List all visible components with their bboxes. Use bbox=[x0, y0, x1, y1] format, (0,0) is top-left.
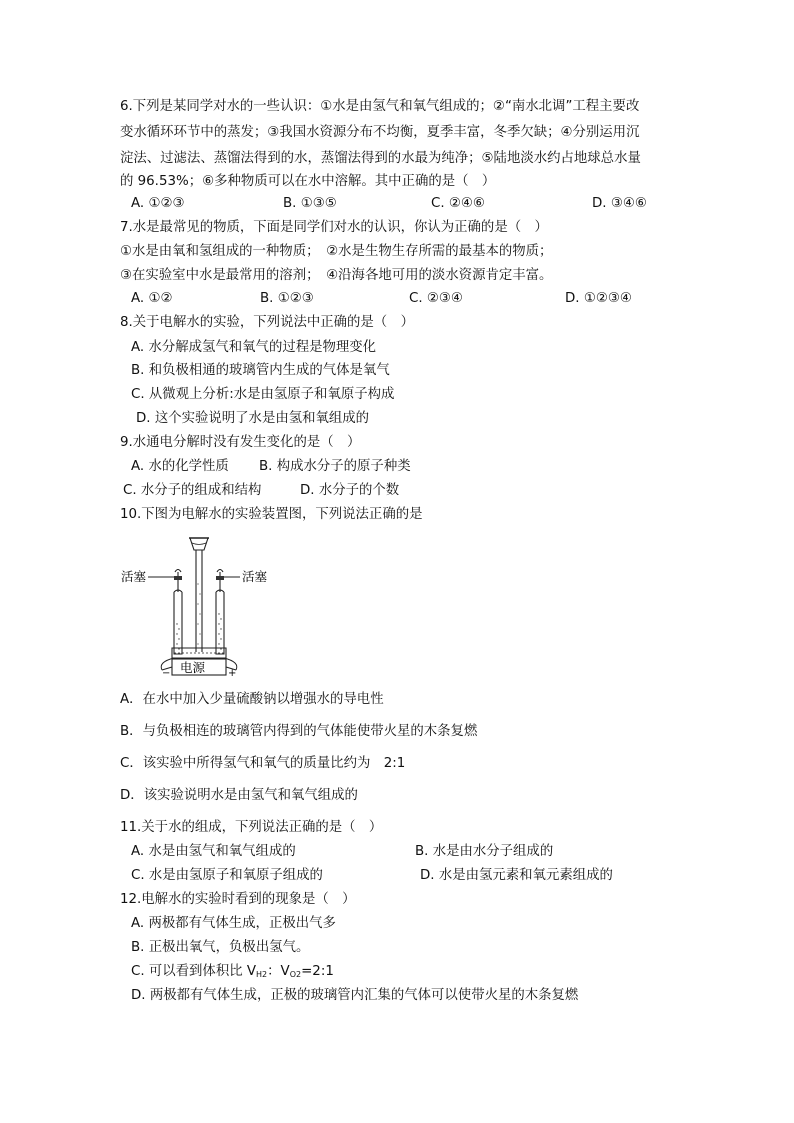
q12-stem: 12.电解水的实验时看到的现象是（ ） bbox=[120, 892, 356, 907]
q8-stem: 8.关于电解水的实验，下列说法中正确的是（ ） bbox=[120, 315, 414, 330]
q7-option-b: B. ①②③ bbox=[260, 291, 314, 306]
q9-stem: 9.水通电分解时没有发生变化的是（ ） bbox=[120, 435, 361, 450]
q10-option-a: A．在水中加入少量硫酸钠以增强水的导电性 bbox=[120, 692, 384, 707]
figure-power-label: 电源 bbox=[180, 660, 206, 675]
q8-option-d: D. 这个实验说明了水是由氢和氧组成的 bbox=[136, 411, 370, 426]
figure-left-stopcock-label: 活塞 bbox=[121, 569, 147, 584]
q7-option-d: D. ①②③④ bbox=[565, 291, 632, 306]
q12-option-c-mid: ：V bbox=[267, 964, 290, 979]
q6-option-d: D. ③④⑥ bbox=[592, 196, 647, 211]
q12-option-c bbox=[131, 962, 334, 985]
q12-option-c-sub-h2: H2 bbox=[256, 970, 268, 979]
figure-minus-sign: − bbox=[162, 668, 171, 676]
q6-stem-line-2: 变水循环环节中的蒸发；③我国水资源分布不均衡，夏季丰富，冬季欠缺；④分别运用沉 bbox=[120, 125, 640, 140]
q6-option-b: B. ①③⑤ bbox=[283, 196, 337, 211]
q12-option-c-suffix: =2:1 bbox=[301, 964, 334, 979]
q12-option-d: D. 两极都有气体生成，正极的玻璃管内汇集的气体可以使带火星的木条复燃 bbox=[131, 988, 579, 1003]
q9-option-a: A. 水的化学性质 bbox=[131, 459, 229, 474]
q10-option-d: D．该实验说明水是由氢气和氧气组成的 bbox=[120, 788, 358, 803]
q11-option-c: C. 水是由氢原子和氧原子组成的 bbox=[131, 868, 323, 883]
q8-option-c: C. 从微观上分析:水是由氢原子和氧原子构成 bbox=[131, 387, 395, 402]
q11-option-a: A. 水是由氢气和氧气组成的 bbox=[131, 844, 296, 859]
figure-right-stopcock-label: 活塞 bbox=[242, 569, 268, 584]
q10-stem: 10.下图为电解水的实验装置图，下列说法正确的是 bbox=[120, 507, 423, 522]
q9-option-b: B. 构成水分子的原子种类 bbox=[259, 459, 411, 474]
q6-option-c: C. ②④⑥ bbox=[431, 196, 485, 211]
q7-option-a: A. ①② bbox=[131, 291, 173, 306]
q12-option-c-prefix: C. 可以看到体积比 V bbox=[131, 964, 257, 979]
electrolysis-apparatus-figure bbox=[118, 534, 288, 676]
q6-stem-line-1: 6.下列是某同学对水的一些认识：①水是由氢气和氧气组成的；②“南水北调”工程主要改 bbox=[120, 99, 640, 114]
q11-option-b: B. 水是由水分子组成的 bbox=[415, 844, 554, 859]
q6-option-a: A. ①②③ bbox=[131, 196, 185, 211]
q6-stem-line-3: 淀法、过滤法、蒸馏法得到的水，蒸馏法得到的水最为纯净；⑤陆地淡水约占地球总水量 bbox=[120, 151, 641, 166]
q8-option-a: A. 水分解成氢气和氧气的过程是物理变化 bbox=[131, 340, 377, 355]
q8-option-b: B. 和负极相通的玻璃管内生成的气体是氧气 bbox=[131, 363, 390, 378]
q10-option-b: B．与负极相连的玻璃管内得到的气体能使带火星的木条复燃 bbox=[120, 724, 478, 739]
q12-option-a: A. 两极都有气体生成，正极出气多 bbox=[131, 916, 336, 931]
q9-option-c: C. 水分子的组成和结构 bbox=[123, 483, 262, 498]
figure-plus-sign: + bbox=[228, 668, 237, 676]
q12-option-b: B. 正极出氧气，负极出氢气。 bbox=[131, 940, 310, 955]
q7-statement-1: ①水是由氧和氢组成的一种物质； ②水是生物生存所需的最基本的物质； bbox=[120, 244, 553, 259]
q10-option-c: C．该实验中所得氢气和氧气的质量比约为 2:1 bbox=[120, 756, 406, 771]
q12-option-c-sub-o2: O2 bbox=[289, 970, 302, 979]
q7-option-c: C. ②③④ bbox=[409, 291, 463, 306]
q7-statement-2: ③在实验室中水是最常用的溶剂； ④沿海各地可用的淡水资源肯定丰富。 bbox=[120, 268, 553, 283]
q9-option-d: D. 水分子的个数 bbox=[300, 483, 400, 498]
q7-stem: 7.水是最常见的物质，下面是同学们对水的认识，你认为正确的是（ ） bbox=[120, 220, 548, 235]
q6-stem-line-4: 的 96.53%；⑥多种物质可以在水中溶解。其中正确的是（ ） bbox=[120, 174, 496, 189]
q11-option-d: D. 水是由氢元素和氧元素组成的 bbox=[420, 868, 613, 883]
q11-stem: 11.关于水的组成，下列说法正确的是（ ） bbox=[120, 820, 383, 835]
